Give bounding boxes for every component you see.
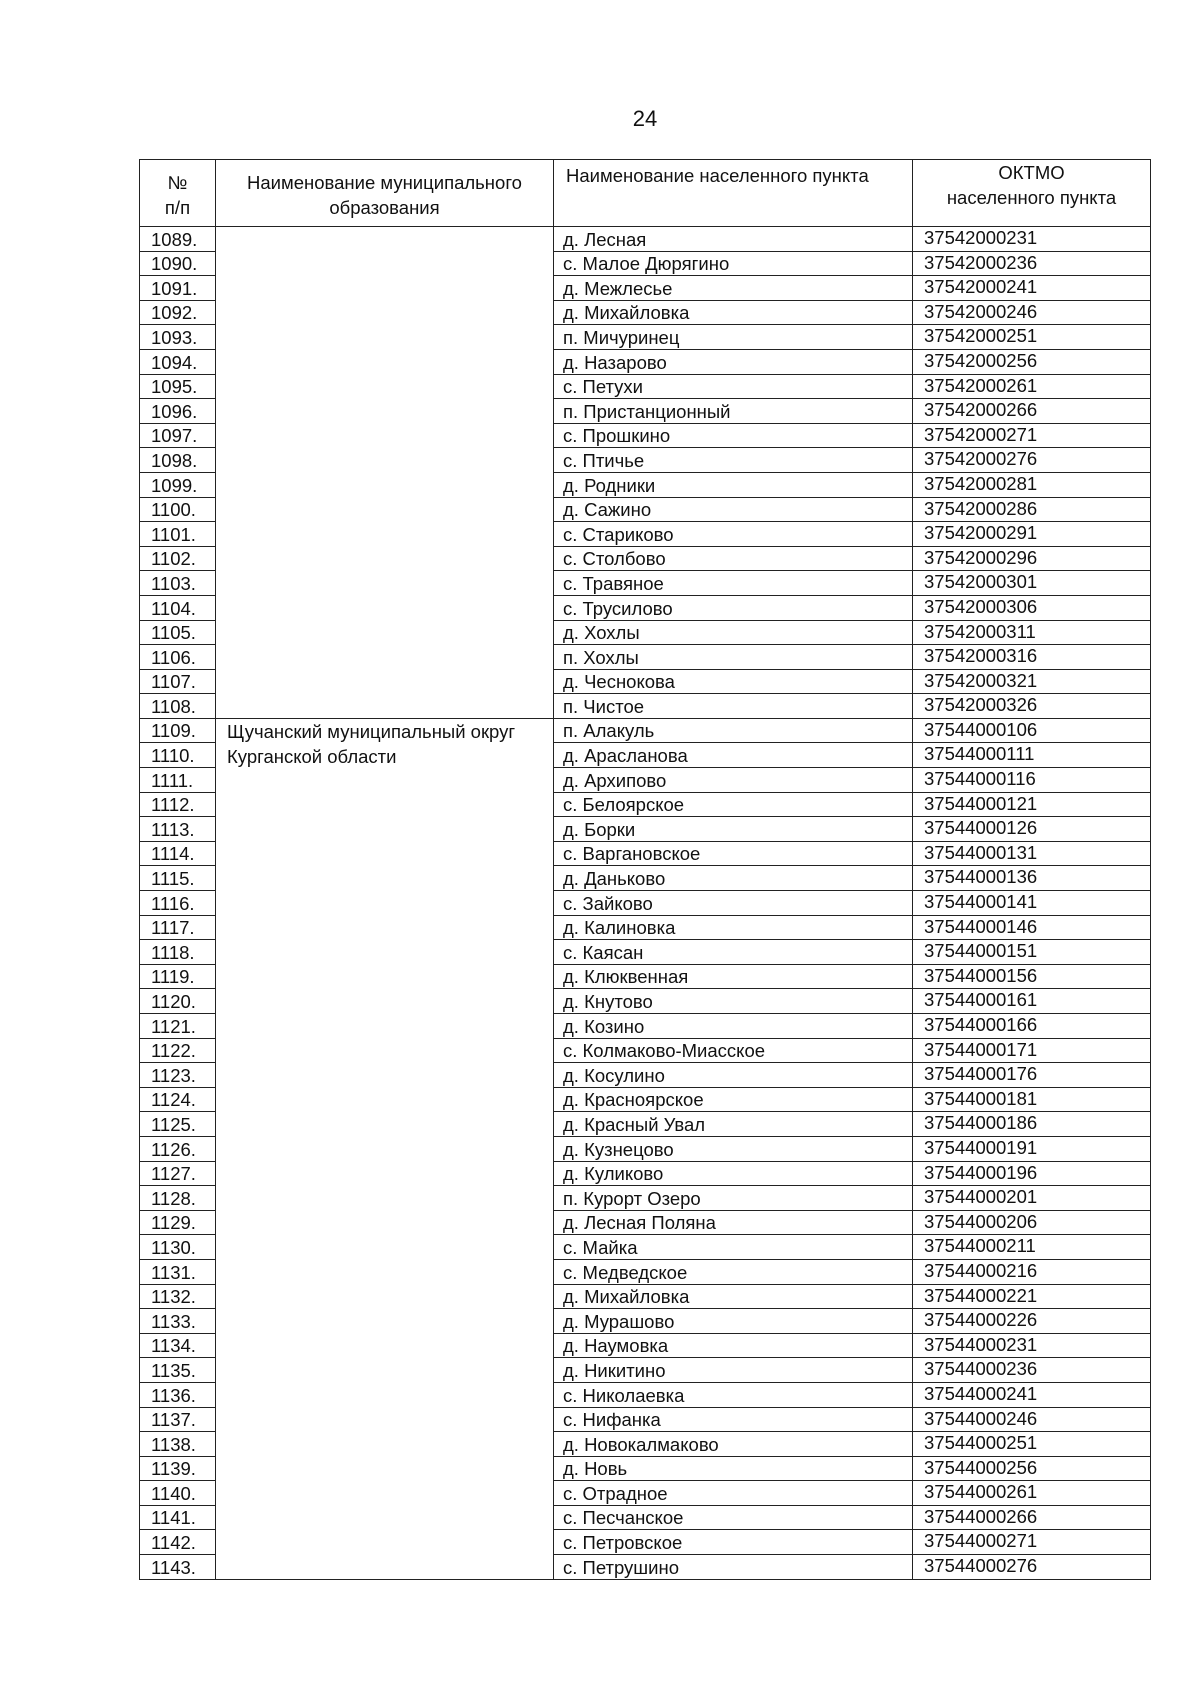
oktmo-code: 37544000191: [913, 1136, 1151, 1161]
row-number: 1109.: [140, 718, 216, 743]
row-number: 1140.: [140, 1481, 216, 1506]
row-number: 1136.: [140, 1382, 216, 1407]
header-municipality-line2: образования: [329, 197, 440, 218]
table-body: [140, 227, 1151, 1580]
oktmo-code: 37544000231: [913, 1333, 1151, 1358]
table-row: [140, 227, 1151, 252]
oktmo-code: 37544000236: [913, 1358, 1151, 1383]
settlement-name: п. Хохлы: [554, 645, 913, 670]
oktmo-code: 37542000241: [913, 276, 1151, 301]
row-number: 1108.: [140, 694, 216, 719]
settlement-name: с. Колмаково-Миасское: [554, 1038, 913, 1063]
row-number: 1099.: [140, 472, 216, 497]
row-number: 1091.: [140, 276, 216, 301]
settlement-name: д. Сажино: [554, 497, 913, 522]
settlement-name: с. Песчанское: [554, 1505, 913, 1530]
settlement-name: д. Наумовка: [554, 1333, 913, 1358]
settlement-name: д. Архипово: [554, 768, 913, 793]
oktmo-code: 37544000226: [913, 1309, 1151, 1334]
row-number: 1123.: [140, 1063, 216, 1088]
oktmo-code: 37544000176: [913, 1063, 1151, 1088]
settlement-name: д. Красный Увал: [554, 1112, 913, 1137]
settlement-name: с. Медведское: [554, 1259, 913, 1284]
oktmo-code: 37544000106: [913, 718, 1151, 743]
oktmo-code: 37542000286: [913, 497, 1151, 522]
settlement-name: д. Косулино: [554, 1063, 913, 1088]
settlement-name: с. Трусилово: [554, 595, 913, 620]
settlement-name: д. Чеснокова: [554, 669, 913, 694]
settlements-table: [139, 159, 1151, 1580]
oktmo-code: 37542000296: [913, 546, 1151, 571]
oktmo-code: 37544000111: [913, 743, 1151, 768]
oktmo-code: 37544000216: [913, 1259, 1151, 1284]
oktmo-code: 37544000271: [913, 1530, 1151, 1555]
settlement-name: д. Даньково: [554, 866, 913, 891]
oktmo-code: 37544000261: [913, 1481, 1151, 1506]
municipality-cell-previous: [216, 227, 554, 719]
settlement-name: с. Отрадное: [554, 1481, 913, 1506]
row-number: 1134.: [140, 1333, 216, 1358]
settlement-name: с. Майка: [554, 1235, 913, 1260]
row-number: 1104.: [140, 595, 216, 620]
settlement-name: с. Белоярское: [554, 792, 913, 817]
row-number: 1112.: [140, 792, 216, 817]
settlement-name: д. Лесная: [554, 227, 913, 252]
row-number: 1131.: [140, 1259, 216, 1284]
header-number-line2: п/п: [164, 197, 191, 218]
oktmo-code: 37544000136: [913, 866, 1151, 891]
row-number: 1128.: [140, 1186, 216, 1211]
row-number: 1089.: [140, 227, 216, 252]
row-number: 1135.: [140, 1358, 216, 1383]
oktmo-code: 37544000171: [913, 1038, 1151, 1063]
oktmo-code: 37544000186: [913, 1112, 1151, 1137]
header-number-line1: №: [167, 172, 188, 193]
settlement-name: д. Новь: [554, 1456, 913, 1481]
oktmo-code: 37542000301: [913, 571, 1151, 596]
settlement-name: с. Травяное: [554, 571, 913, 596]
row-number: 1130.: [140, 1235, 216, 1260]
settlement-name: д. Лесная Поляна: [554, 1210, 913, 1235]
row-number: 1142.: [140, 1530, 216, 1555]
table-row: [140, 718, 1151, 743]
row-number: 1139.: [140, 1456, 216, 1481]
oktmo-code: 37542000311: [913, 620, 1151, 645]
row-number: 1094.: [140, 349, 216, 374]
row-number: 1133.: [140, 1309, 216, 1334]
oktmo-code: 37542000251: [913, 325, 1151, 350]
row-number: 1098.: [140, 448, 216, 473]
oktmo-code: 37544000246: [913, 1407, 1151, 1432]
header-municipality-line1: Наименование муниципального: [247, 172, 522, 193]
settlement-name: с. Петухи: [554, 374, 913, 399]
oktmo-code: 37542000246: [913, 300, 1151, 325]
row-number: 1092.: [140, 300, 216, 325]
settlement-name: д. Мурашово: [554, 1309, 913, 1334]
oktmo-code: 37544000126: [913, 817, 1151, 842]
oktmo-code: 37544000161: [913, 989, 1151, 1014]
oktmo-code: 37544000201: [913, 1186, 1151, 1211]
header-oktmo-line1: ОКТМО: [998, 162, 1065, 183]
row-number: 1111.: [140, 768, 216, 793]
header-municipality: [216, 160, 554, 227]
settlement-name: с. Стариково: [554, 522, 913, 547]
oktmo-code: 37544000206: [913, 1210, 1151, 1235]
settlement-name: д. Михайловка: [554, 1284, 913, 1309]
settlement-name: д. Назарово: [554, 349, 913, 374]
row-number: 1106.: [140, 645, 216, 670]
settlement-name: д. Калиновка: [554, 915, 913, 940]
settlement-name: с. Каясан: [554, 940, 913, 965]
oktmo-code: 37544000156: [913, 964, 1151, 989]
header-settlement: Наименование населенного пункта: [554, 160, 913, 227]
oktmo-code: 37542000306: [913, 595, 1151, 620]
header-number: [140, 160, 216, 227]
oktmo-code: 37542000266: [913, 399, 1151, 424]
settlement-name: с. Варгановское: [554, 841, 913, 866]
settlement-name: д. Михайловка: [554, 300, 913, 325]
oktmo-code: 37544000131: [913, 841, 1151, 866]
settlement-name: п. Алакуль: [554, 718, 913, 743]
settlement-name: п. Курорт Озеро: [554, 1186, 913, 1211]
settlement-name: д. Арасланова: [554, 743, 913, 768]
row-number: 1118.: [140, 940, 216, 965]
oktmo-code: 37542000256: [913, 349, 1151, 374]
settlement-name: д. Клюквенная: [554, 964, 913, 989]
settlement-name: с. Прошкино: [554, 423, 913, 448]
settlement-name: с. Зайково: [554, 891, 913, 916]
row-number: 1103.: [140, 571, 216, 596]
settlement-name: п. Мичуринец: [554, 325, 913, 350]
row-number: 1117.: [140, 915, 216, 940]
settlement-name: с. Столбово: [554, 546, 913, 571]
settlement-name: д. Родники: [554, 472, 913, 497]
row-number: 1093.: [140, 325, 216, 350]
oktmo-code: 37544000266: [913, 1505, 1151, 1530]
oktmo-code: 37544000211: [913, 1235, 1151, 1260]
settlement-name: д. Кнутово: [554, 989, 913, 1014]
row-number: 1125.: [140, 1112, 216, 1137]
settlement-name: с. Нифанка: [554, 1407, 913, 1432]
row-number: 1119.: [140, 964, 216, 989]
oktmo-code: 37542000291: [913, 522, 1151, 547]
oktmo-code: 37542000231: [913, 227, 1151, 252]
row-number: 1090.: [140, 251, 216, 276]
row-number: 1102.: [140, 546, 216, 571]
oktmo-code: 37544000116: [913, 768, 1151, 793]
oktmo-code: 37544000181: [913, 1087, 1151, 1112]
municipality-name: Щучанский муниципальный округ Курганской области: [216, 718, 554, 1579]
row-number: 1129.: [140, 1210, 216, 1235]
oktmo-code: 37542000276: [913, 448, 1151, 473]
oktmo-code: 37542000236: [913, 251, 1151, 276]
settlement-name: д. Новокалмаково: [554, 1432, 913, 1457]
row-number: 1095.: [140, 374, 216, 399]
oktmo-code: 37544000241: [913, 1382, 1151, 1407]
oktmo-code: 37542000326: [913, 694, 1151, 719]
row-number: 1124.: [140, 1087, 216, 1112]
settlement-name: д. Борки: [554, 817, 913, 842]
settlement-name: с. Николаевка: [554, 1382, 913, 1407]
oktmo-code: 37544000251: [913, 1432, 1151, 1457]
row-number: 1126.: [140, 1136, 216, 1161]
row-number: 1097.: [140, 423, 216, 448]
row-number: 1100.: [140, 497, 216, 522]
settlement-name: п. Чистое: [554, 694, 913, 719]
oktmo-code: 37544000276: [913, 1555, 1151, 1580]
oktmo-code: 37544000141: [913, 891, 1151, 916]
oktmo-code: 37542000271: [913, 423, 1151, 448]
settlement-name: с. Петровское: [554, 1530, 913, 1555]
row-number: 1127.: [140, 1161, 216, 1186]
row-number: 1138.: [140, 1432, 216, 1457]
row-number: 1132.: [140, 1284, 216, 1309]
settlement-name: п. Пристанционный: [554, 399, 913, 424]
row-number: 1137.: [140, 1407, 216, 1432]
row-number: 1143.: [140, 1555, 216, 1580]
oktmo-code: 37544000166: [913, 1014, 1151, 1039]
settlement-name: с. Петрушино: [554, 1555, 913, 1580]
row-number: 1105.: [140, 620, 216, 645]
settlement-name: д. Куликово: [554, 1161, 913, 1186]
oktmo-code: 37544000146: [913, 915, 1151, 940]
header-oktmo-line2: населенного пункта: [946, 187, 1117, 208]
row-number: 1122.: [140, 1038, 216, 1063]
header-oktmo: [913, 160, 1151, 227]
row-number: 1113.: [140, 817, 216, 842]
oktmo-code: 37542000261: [913, 374, 1151, 399]
oktmo-code: 37544000151: [913, 940, 1151, 965]
row-number: 1110.: [140, 743, 216, 768]
oktmo-code: 37544000196: [913, 1161, 1151, 1186]
oktmo-code: 37544000121: [913, 792, 1151, 817]
row-number: 1116.: [140, 891, 216, 916]
oktmo-code: 37542000321: [913, 669, 1151, 694]
row-number: 1096.: [140, 399, 216, 424]
settlement-name: д. Козино: [554, 1014, 913, 1039]
row-number: 1101.: [140, 522, 216, 547]
oktmo-code: 37542000281: [913, 472, 1151, 497]
oktmo-code: 37542000316: [913, 645, 1151, 670]
table-header-row: [140, 160, 1151, 227]
settlement-name: с. Птичье: [554, 448, 913, 473]
row-number: 1115.: [140, 866, 216, 891]
row-number: 1141.: [140, 1505, 216, 1530]
oktmo-code: 37544000221: [913, 1284, 1151, 1309]
row-number: 1120.: [140, 989, 216, 1014]
settlement-name: д. Красноярское: [554, 1087, 913, 1112]
oktmo-code: 37544000256: [913, 1456, 1151, 1481]
settlement-name: д. Межлесье: [554, 276, 913, 301]
row-number: 1107.: [140, 669, 216, 694]
settlement-name: д. Кузнецово: [554, 1136, 913, 1161]
settlement-name: с. Малое Дюрягино: [554, 251, 913, 276]
settlement-name: д. Никитино: [554, 1358, 913, 1383]
row-number: 1114.: [140, 841, 216, 866]
settlement-name: д. Хохлы: [554, 620, 913, 645]
row-number: 1121.: [140, 1014, 216, 1039]
page-number: 24: [632, 106, 658, 131]
